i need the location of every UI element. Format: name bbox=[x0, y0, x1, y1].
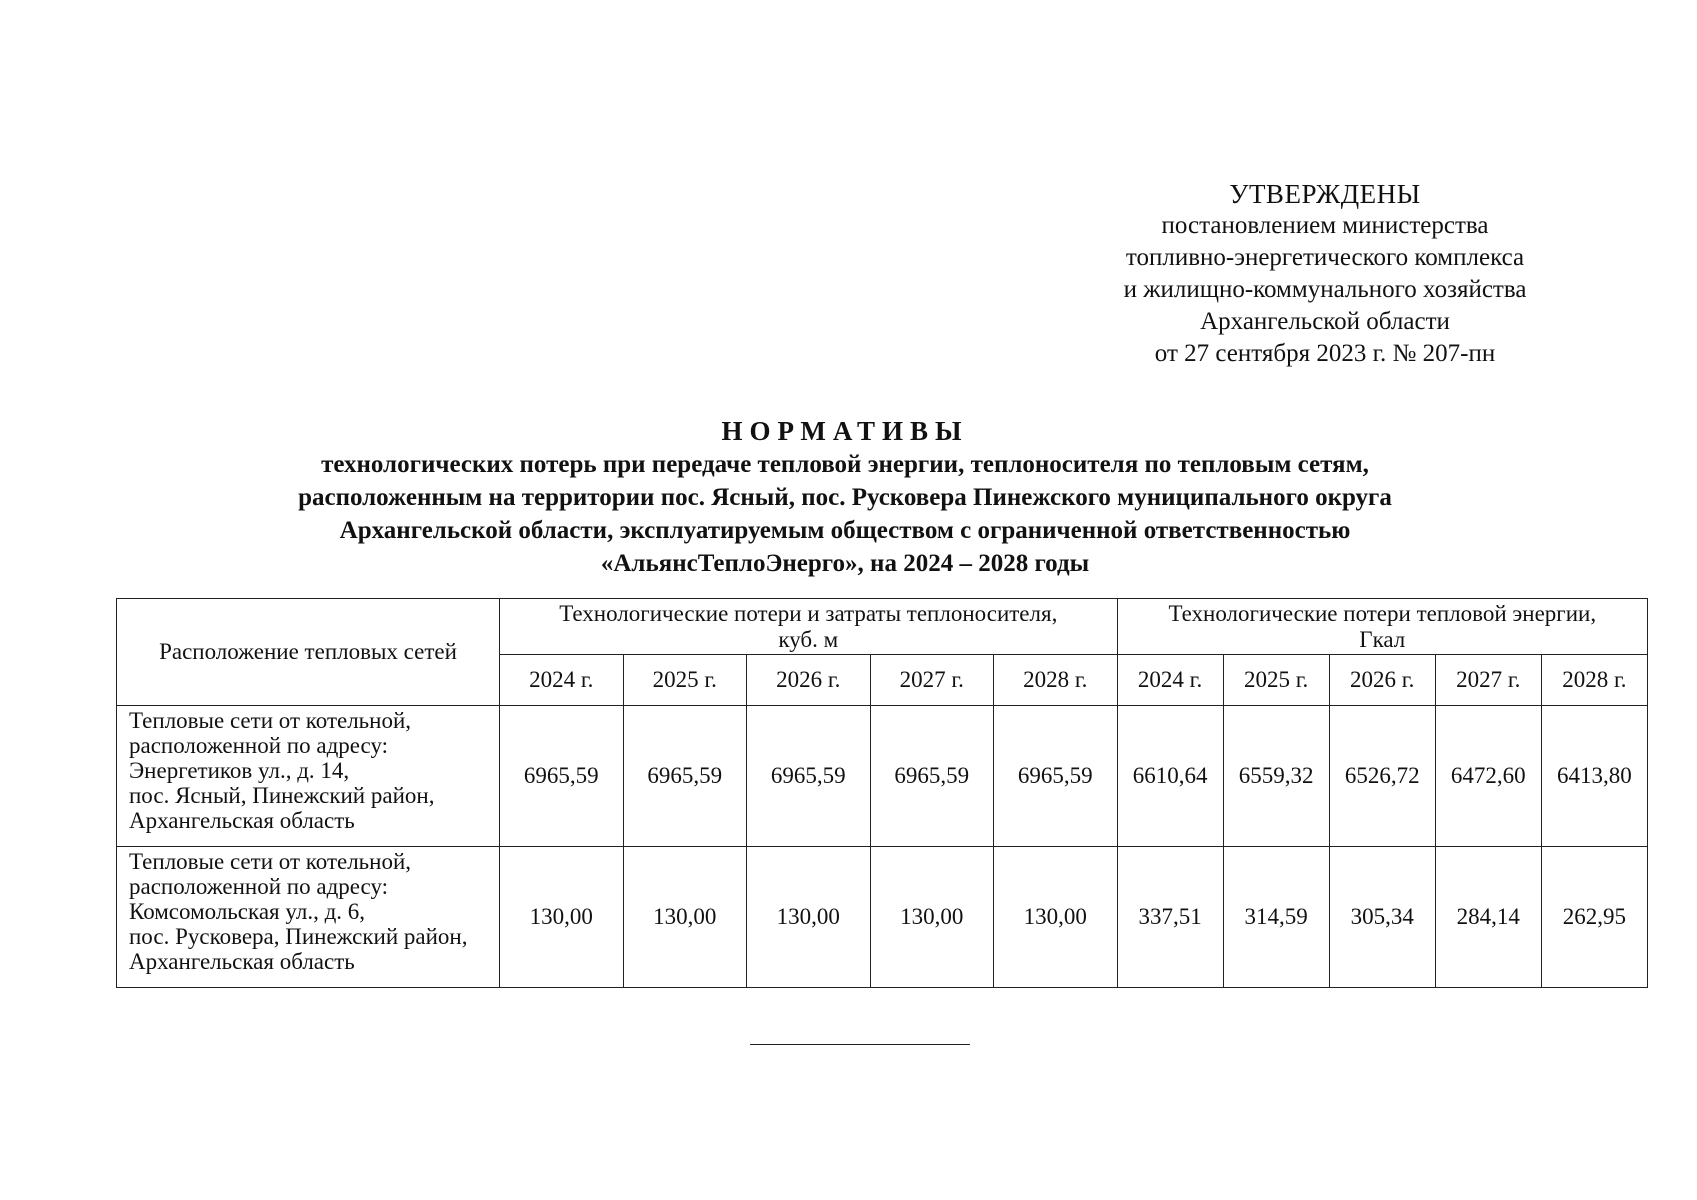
location-line: Энергетиков ул., д. 14, bbox=[129, 758, 350, 783]
location-line: Тепловые сети от котельной, bbox=[129, 849, 412, 874]
heat-value-cell: 6472,60 bbox=[1435, 706, 1541, 847]
location-line: Тепловые сети от котельной, bbox=[129, 708, 412, 733]
document-heading bbox=[150, 414, 1540, 580]
heat-value-cell: 337,51 bbox=[1117, 847, 1223, 988]
approval-date-number: от 27 сентября 2023 г. № 207-пн bbox=[1154, 340, 1496, 367]
heat-value-cell: 6526,72 bbox=[1329, 706, 1435, 847]
coolant-value-cell: 6965,59 bbox=[994, 706, 1118, 847]
location-line: Архангельская область bbox=[129, 808, 355, 833]
document-subtitle-line: технологических потерь при передаче тепловой энергии, теплоносителя по тепловым сетям, bbox=[321, 451, 1369, 478]
document-subtitle-line: Архангельской области, эксплуатируемым обществом с ограниченной ответственностью bbox=[339, 517, 1351, 544]
coolant-group-header bbox=[500, 599, 1118, 655]
coolant-year-header: 2025 г. bbox=[623, 654, 747, 705]
coolant-year-header: 2024 г. bbox=[500, 654, 624, 705]
coolant-value-cell: 6965,59 bbox=[747, 706, 871, 847]
approval-line: постановлением министерства bbox=[1161, 212, 1489, 239]
location-column-header: Расположение тепловых сетей bbox=[117, 599, 500, 706]
heat-year-header: 2025 г. bbox=[1223, 654, 1329, 705]
heat-value-cell: 6559,32 bbox=[1223, 706, 1329, 847]
location-line: Архангельская область bbox=[129, 949, 355, 974]
heat-value-cell: 314,59 bbox=[1223, 847, 1329, 988]
heat-group-header-unit: Гкал bbox=[1359, 627, 1406, 652]
table-row bbox=[117, 706, 1648, 847]
norms-table bbox=[116, 598, 1648, 988]
location-line: пос. Русковера, Пинежский район, bbox=[129, 924, 468, 949]
approval-block bbox=[1090, 178, 1560, 370]
coolant-group-header-unit: куб. м bbox=[778, 627, 839, 652]
coolant-value-cell: 6965,59 bbox=[623, 706, 747, 847]
heat-value-cell: 305,34 bbox=[1329, 847, 1435, 988]
heat-group-header-line: Технологические потери тепловой энергии, bbox=[1168, 601, 1597, 626]
heat-value-cell: 6610,64 bbox=[1117, 706, 1223, 847]
coolant-year-header: 2027 г. bbox=[870, 654, 994, 705]
approval-title: УТВЕРЖДЕНЫ bbox=[1229, 179, 1421, 209]
location-line: расположенной по адресу: bbox=[129, 874, 389, 899]
coolant-value-cell: 130,00 bbox=[994, 847, 1118, 988]
coolant-group-header-line: Технологические потери и затраты теплоносителя, bbox=[559, 601, 1058, 626]
closing-rule bbox=[750, 1044, 970, 1045]
approval-line: Архангельской области bbox=[1200, 308, 1450, 335]
table-row bbox=[117, 847, 1648, 988]
heat-year-header: 2028 г. bbox=[1541, 654, 1647, 705]
table-header-row bbox=[117, 599, 1648, 655]
coolant-value-cell: 6965,59 bbox=[500, 706, 624, 847]
location-line: Комсомольская ул., д. 6, bbox=[129, 899, 366, 924]
heat-value-cell: 262,95 bbox=[1541, 847, 1647, 988]
coolant-value-cell: 6965,59 bbox=[870, 706, 994, 847]
approval-line: и жилищно-коммунального хозяйства bbox=[1123, 276, 1527, 303]
location-cell bbox=[117, 706, 500, 847]
coolant-year-header: 2028 г. bbox=[994, 654, 1118, 705]
location-line: расположенной по адресу: bbox=[129, 733, 389, 758]
heat-year-header: 2026 г. bbox=[1329, 654, 1435, 705]
heat-value-cell: 284,14 bbox=[1435, 847, 1541, 988]
heat-group-header bbox=[1117, 599, 1647, 655]
approval-line: топливно-энергетического комплекса bbox=[1125, 244, 1525, 271]
coolant-value-cell: 130,00 bbox=[623, 847, 747, 988]
coolant-value-cell: 130,00 bbox=[870, 847, 994, 988]
coolant-year-header: 2026 г. bbox=[747, 654, 871, 705]
heat-value-cell: 6413,80 bbox=[1541, 706, 1647, 847]
document-title: НОРМАТИВЫ bbox=[721, 416, 969, 446]
document-subtitle-line: расположенным на территории пос. Ясный, пос. Русковера Пинежского муниципального округа bbox=[298, 484, 1392, 511]
heat-year-header: 2024 г. bbox=[1117, 654, 1223, 705]
document-subtitle-line: «АльянсТеплоЭнерго», на 2024 – 2028 годы bbox=[600, 550, 1090, 577]
heat-year-header: 2027 г. bbox=[1435, 654, 1541, 705]
coolant-value-cell: 130,00 bbox=[747, 847, 871, 988]
location-line: пос. Ясный, Пинежский район, bbox=[129, 783, 435, 808]
location-cell bbox=[117, 847, 500, 988]
coolant-value-cell: 130,00 bbox=[500, 847, 624, 988]
